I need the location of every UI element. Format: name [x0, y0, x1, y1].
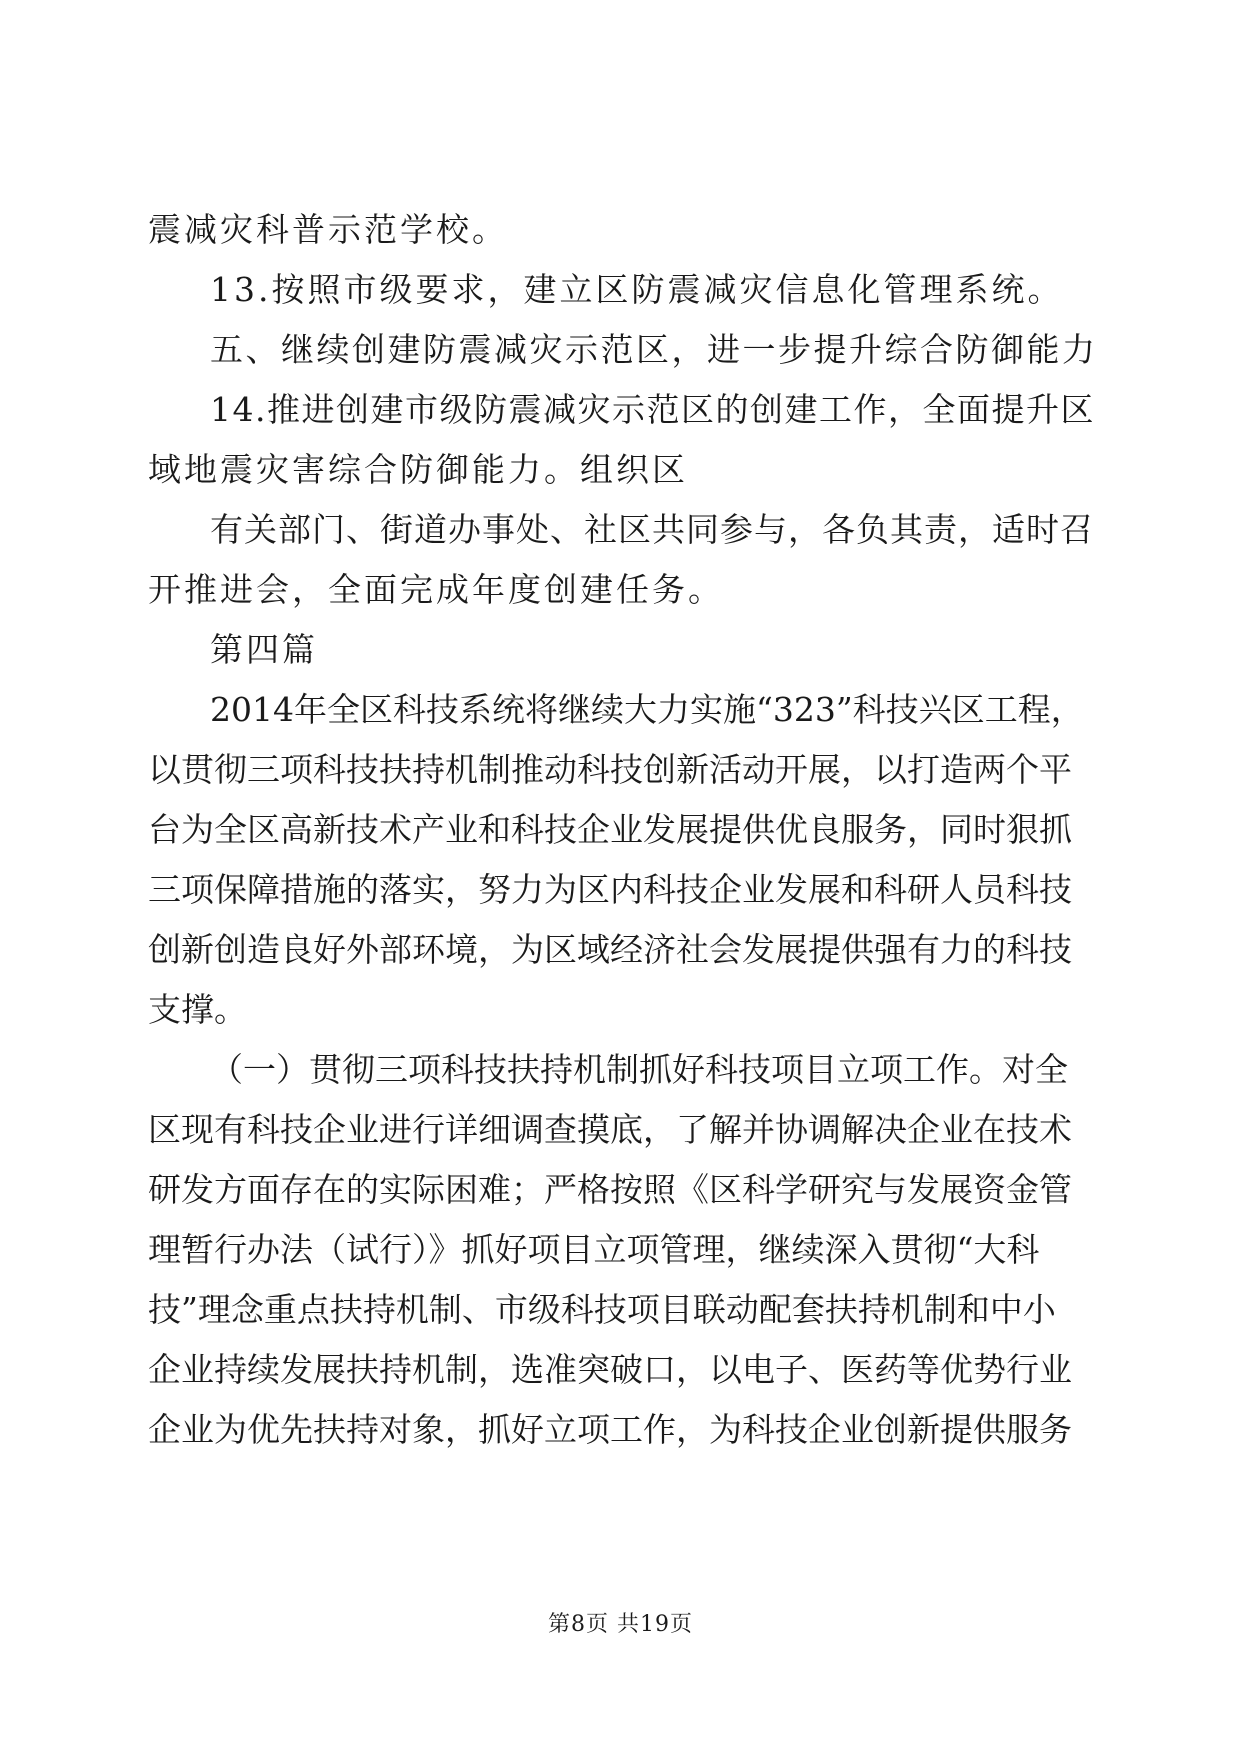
text-line: 技”理念重点扶持机制、市级科技项目联动配套扶持机制和中小	[148, 1290, 1056, 1329]
text-line: 台为全区高新技术产业和科技企业发展提供优良服务，同时狠抓	[148, 810, 1072, 849]
text-line: 三项保障措施的落实，努力为区内科技企业发展和科研人员科技	[148, 870, 1072, 909]
section-title: 第四篇	[210, 630, 318, 669]
text-line: 以贯彻三项科技扶持机制推动科技创新活动开展，以打造两个平	[148, 750, 1072, 789]
text-line: 区现有科技企业进行详细调查摸底，了解并协调解决企业在技术	[148, 1110, 1072, 1149]
text-line: 研发方面存在的实际困难；严格按照《区科学研究与发展资金管	[148, 1170, 1072, 1209]
text-line: 震减灾科普示范学校。	[148, 210, 508, 249]
text-line: 支撑。	[148, 990, 247, 1029]
text-line: 开推进会，全面完成年度创建任务。	[148, 570, 724, 609]
text-line: 企业为优先扶持对象，抓好立项工作，为科技企业创新提供服务	[148, 1410, 1072, 1449]
text-line: 域地震灾害综合防御能力。组织区	[148, 450, 688, 489]
text-line: （一）贯彻三项科技扶持机制抓好科技项目立项工作。对全	[210, 1050, 1068, 1089]
text-line: 创新创造良好外部环境，为区域经济社会发展提供强有力的科技	[148, 930, 1072, 969]
text-line: 企业持续发展扶持机制，选准突破口，以电子、医药等优势行业	[148, 1350, 1072, 1389]
text-line: 2014年全区科技系统将继续大力实施“323”科技兴区工程，	[210, 690, 1084, 729]
text-line: 14.推进创建市级防震减灾示范区的创建工作，全面提升区	[210, 390, 1095, 429]
text-line: 理暂行办法（试行）》抓好项目立项管理，继续深入贯彻“大科	[148, 1230, 1040, 1269]
text-line: 有关部门、街道办事处、社区共同参与，各负其责，适时召	[210, 510, 1094, 549]
page-footer: 第8页 共19页	[548, 1612, 693, 1637]
text-line: 13.按照市级要求，建立区防震减灾信息化管理系统。	[210, 270, 1064, 309]
section-heading: 五、继续创建防震减灾示范区，进一步提升综合防御能力	[210, 330, 1098, 369]
